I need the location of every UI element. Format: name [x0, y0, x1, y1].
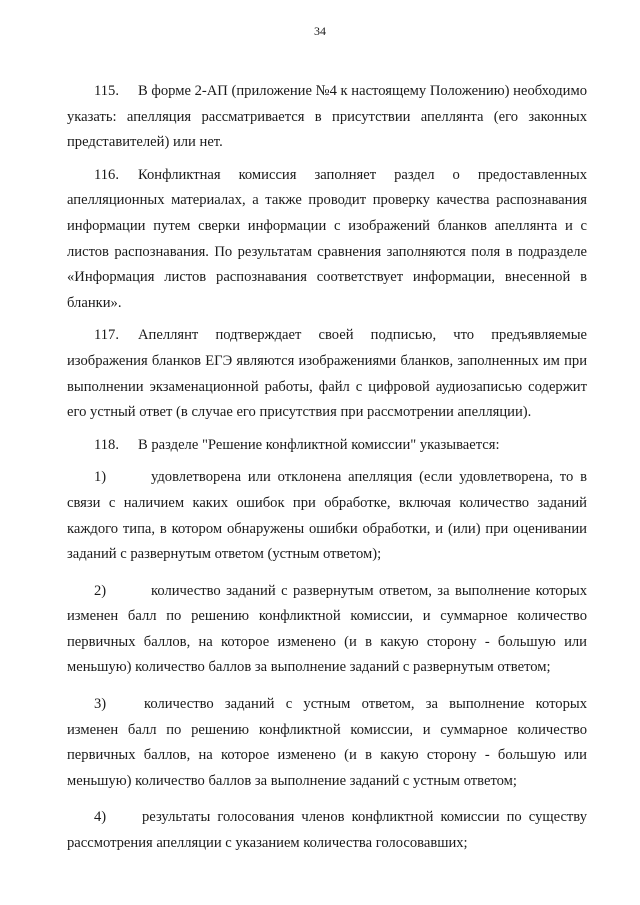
subitem-4: [67, 805, 587, 856]
paragraph-number: 116.: [94, 166, 119, 183]
subitem-text: количество заданий с устным ответом, за выполнение которых изменен балл по решению конфликтной комиссии, и суммарное количество первичных баллов, на которое изменено (и в какую сторону - большую или меньшую) количество баллов за выполнение заданий с устным ответом;: [67, 696, 587, 789]
page-number: 34: [314, 24, 326, 38]
subitem-number: 3): [94, 696, 107, 713]
subitem-number: 2): [94, 582, 107, 599]
subitem-text: удовлетворена или отклонена апелляция (если удовлетворена, то в связи с наличием каких ошибок при обработке, включая количество заданий каждого типа, в котором обнаружены ошибки обработки, и (или) при оценивании заданий с развернутым ответом (устным ответом);: [67, 469, 587, 563]
document-body: [67, 79, 587, 868]
subitem-text: результаты голосования членов конфликтной комиссии по существу рассмотрения апелляции с указанием количества голосовавших;: [67, 809, 587, 852]
paragraph-116: [67, 163, 587, 317]
subitem-number: 4): [94, 809, 107, 826]
subitem-number: 1): [94, 469, 107, 486]
paragraph-118: [67, 433, 587, 459]
paragraph-number: 118.: [94, 436, 119, 453]
paragraph-text: Конфликтная комиссия заполняет раздел о предоставленных апелляционных материалах, а также проводит проверку качества распознавания информации путем сверки информации с изображений бланков апеллянта и с листов распознавания. По результатам сравнения заполняются поля в подразделе «Информация листов распознавания соответствует информации, внесенной в бланки».: [67, 166, 587, 311]
paragraph-number: 117.: [94, 327, 119, 344]
subitem-2: [67, 579, 587, 681]
paragraph-115: [67, 79, 587, 156]
paragraph-text: В разделе "Решение конфликтной комиссии" указывается:: [138, 436, 500, 453]
subitem-text: количество заданий с развернутым ответом, за выполнение которых изменен балл по решению конфликтной комиссии, и суммарное количество первичных баллов, на которое изменено (и в какую сторону - большую или меньшую) количество баллов за выполнение заданий с развернутым ответом;: [67, 582, 587, 676]
paragraph-117: [67, 323, 587, 425]
paragraph-number: 115.: [94, 83, 119, 99]
paragraph-text: В форме 2-АП (приложение №4 к настоящему Положению) необходимо указать: апелляция рассматривается в присутствии апеллянта (его законных представителей) или нет.: [67, 83, 587, 151]
subitem-1: [67, 465, 587, 567]
paragraph-text: Апеллянт подтверждает своей подписью, что предъявляемые изображения бланков ЕГЭ являются изображениями бланков, заполненных им при выполнении экзаменационной работы, файл с цифровой аудиозаписью содержит его устный ответ (в случае его присутствия при рассмотрении апелляции).: [67, 327, 587, 421]
subitem-3: [67, 692, 587, 794]
